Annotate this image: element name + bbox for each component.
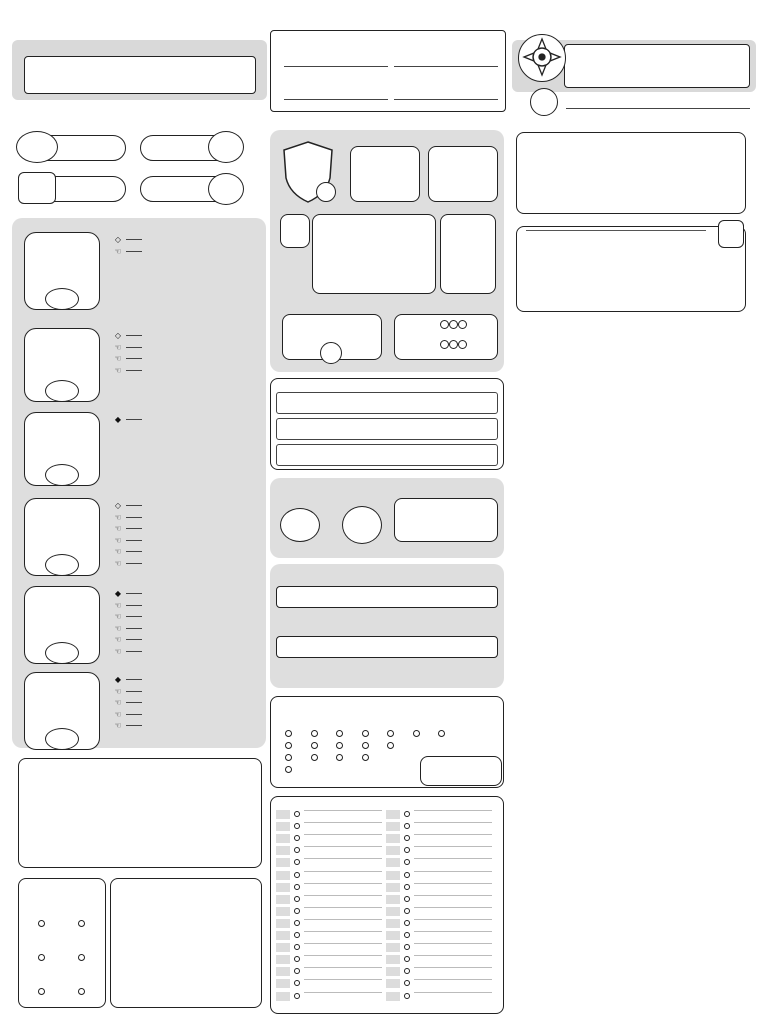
initiative-box xyxy=(350,146,420,202)
death-success-checks[interactable] xyxy=(440,320,467,329)
spell-name[interactable] xyxy=(414,883,492,884)
spell-level-cell xyxy=(386,967,400,976)
spell-level-cell xyxy=(276,834,290,843)
spell-level-cell xyxy=(386,895,400,904)
skill-value xyxy=(126,251,142,252)
ability-score[interactable] xyxy=(45,554,79,576)
spell-name[interactable] xyxy=(304,822,382,823)
proficiencies-box xyxy=(18,878,106,1008)
skill-value xyxy=(126,651,142,652)
proficiency-check[interactable] xyxy=(78,988,85,995)
spell-level-cell xyxy=(386,883,400,892)
skill-value xyxy=(126,691,142,692)
ability-score[interactable] xyxy=(45,380,79,402)
spell-prepared-check[interactable] xyxy=(294,920,300,926)
spell-level-cell xyxy=(276,858,290,867)
spell-name[interactable] xyxy=(304,992,382,993)
spell-prepared-check[interactable] xyxy=(294,872,300,878)
spell-name[interactable] xyxy=(414,810,492,811)
skill-value xyxy=(126,616,142,617)
skill-row[interactable] xyxy=(112,697,262,709)
skill-row[interactable] xyxy=(112,558,262,570)
feature-level-badge xyxy=(718,220,744,248)
ac-alt-value[interactable] xyxy=(316,182,336,202)
slot-check[interactable] xyxy=(285,766,292,773)
skill-hand-icon: ☜ xyxy=(114,558,122,568)
speed-box xyxy=(428,146,498,202)
spell-name[interactable] xyxy=(304,883,382,884)
fav-spell-1[interactable] xyxy=(276,586,498,608)
spell-name[interactable] xyxy=(414,943,492,944)
spell-prepared-check[interactable] xyxy=(294,811,300,817)
spell-name[interactable] xyxy=(414,931,492,932)
spell-level-cell xyxy=(386,943,400,952)
spell-name[interactable] xyxy=(414,871,492,872)
skill-value xyxy=(126,419,142,420)
skill-value xyxy=(126,605,142,606)
skill-hand-icon: ☜ xyxy=(114,635,122,645)
spell-level-cell xyxy=(276,979,290,988)
skill-hand-icon: ☜ xyxy=(114,246,122,256)
skill-value xyxy=(126,714,142,715)
slot-check[interactable] xyxy=(311,742,318,749)
slot-check[interactable] xyxy=(362,742,369,749)
spell-name[interactable] xyxy=(304,931,382,932)
spell-name[interactable] xyxy=(304,919,382,920)
save-diamond-icon: ◆ xyxy=(114,675,122,685)
slot-check[interactable] xyxy=(336,742,343,749)
spell-name[interactable] xyxy=(414,907,492,908)
spell-prepared-check[interactable] xyxy=(294,908,300,914)
hp-max-box xyxy=(280,214,310,248)
proficiency-check[interactable] xyxy=(78,920,85,927)
fav-spell-2[interactable] xyxy=(276,636,498,658)
slot-check[interactable] xyxy=(311,730,318,737)
skill-row[interactable] xyxy=(112,720,262,732)
spell-level-cell xyxy=(386,810,400,819)
spell-level-cell xyxy=(276,822,290,831)
fav-spells-panel xyxy=(270,564,504,688)
slot-check[interactable] xyxy=(336,754,343,761)
hp-temp-box xyxy=(440,214,496,294)
skill-row[interactable] xyxy=(112,535,262,547)
skill-value xyxy=(126,540,142,541)
skill-row[interactable] xyxy=(112,709,262,721)
ability-score[interactable] xyxy=(45,728,79,750)
alignment-line xyxy=(284,99,388,100)
skill-row[interactable] xyxy=(112,330,262,342)
skill-value xyxy=(126,528,142,529)
skill-row[interactable] xyxy=(112,674,262,686)
spell-prepared-check[interactable] xyxy=(404,884,410,890)
spell-name[interactable] xyxy=(414,955,492,956)
spell-level-cell xyxy=(276,846,290,855)
ability-score[interactable] xyxy=(45,642,79,664)
inspiration-box[interactable] xyxy=(18,172,56,204)
skill-value xyxy=(126,628,142,629)
save-diamond-icon: ◇ xyxy=(114,331,122,341)
slot-check[interactable] xyxy=(336,730,343,737)
slot-check[interactable] xyxy=(438,730,445,737)
skill-hand-icon: ☜ xyxy=(114,612,122,622)
slot-check[interactable] xyxy=(387,742,394,749)
skill-value xyxy=(126,370,142,371)
holy-symbol-icon xyxy=(518,34,566,82)
skill-value xyxy=(126,335,142,336)
skill-value xyxy=(126,347,142,348)
spell-name[interactable] xyxy=(304,846,382,847)
proficiency-check[interactable] xyxy=(38,954,45,961)
skill-value xyxy=(126,517,142,518)
spell-level-cell xyxy=(386,846,400,855)
spell-level-cell xyxy=(276,931,290,940)
spell-level-cell xyxy=(276,895,290,904)
spell-level-cell xyxy=(386,919,400,928)
spell-level-cell xyxy=(276,955,290,964)
spell-name[interactable] xyxy=(304,858,382,859)
feature-box xyxy=(516,226,746,312)
skill-value xyxy=(126,358,142,359)
skill-row[interactable] xyxy=(112,512,262,524)
skill-value xyxy=(126,639,142,640)
racial-traits-box xyxy=(18,758,262,868)
slot-check[interactable] xyxy=(413,730,420,737)
slot-check[interactable] xyxy=(285,730,292,737)
spell-name[interactable] xyxy=(414,834,492,835)
skill-row[interactable] xyxy=(112,500,262,512)
spell-name[interactable] xyxy=(414,967,492,968)
spell-name[interactable] xyxy=(414,992,492,993)
slot-check[interactable] xyxy=(285,742,292,749)
skill-row[interactable] xyxy=(112,246,262,258)
skill-row[interactable] xyxy=(112,342,262,354)
ability-score[interactable] xyxy=(45,288,79,310)
spell-level-cell xyxy=(276,967,290,976)
background-line xyxy=(394,66,498,67)
spell-name[interactable] xyxy=(304,907,382,908)
insight-value[interactable] xyxy=(208,173,244,205)
feature-title xyxy=(526,229,706,231)
spell-prepared-check[interactable] xyxy=(404,993,410,999)
spell-name[interactable] xyxy=(414,822,492,823)
domain-spells-box xyxy=(516,132,746,214)
spell-name[interactable] xyxy=(304,895,382,896)
spell-level-cell xyxy=(386,992,400,1001)
spell-name[interactable] xyxy=(414,919,492,920)
spell-level-cell xyxy=(276,871,290,880)
spell-level-cell xyxy=(386,907,400,916)
skill-row[interactable] xyxy=(112,623,262,635)
skill-value xyxy=(126,593,142,594)
skill-row[interactable] xyxy=(112,611,262,623)
spell-level-cell xyxy=(386,834,400,843)
skill-row[interactable] xyxy=(112,414,262,426)
skill-value xyxy=(126,725,142,726)
spell-level-cell xyxy=(276,810,290,819)
skill-hand-icon: ☜ xyxy=(114,547,122,557)
skill-value xyxy=(126,551,142,552)
level-circle[interactable] xyxy=(530,88,558,116)
save-diamond-icon: ◆ xyxy=(114,415,122,425)
spell-dc-value[interactable] xyxy=(342,506,382,544)
spell-name[interactable] xyxy=(304,871,382,872)
spell-prepared-check[interactable] xyxy=(404,811,410,817)
domain-line xyxy=(566,108,750,109)
spell-name[interactable] xyxy=(304,967,382,968)
race-line xyxy=(284,66,388,67)
skill-hand-icon: ☜ xyxy=(114,600,122,610)
spell-name[interactable] xyxy=(414,979,492,980)
spell-name[interactable] xyxy=(414,846,492,847)
skill-hand-icon: ☜ xyxy=(114,646,122,656)
spell-name[interactable] xyxy=(304,810,382,811)
spell-level-cell xyxy=(386,955,400,964)
slot-check[interactable] xyxy=(362,730,369,737)
skill-row[interactable] xyxy=(112,353,262,365)
spell-level-cell xyxy=(276,919,290,928)
skill-hand-icon: ☜ xyxy=(114,535,122,545)
attack-row[interactable] xyxy=(276,418,498,440)
known-count-box xyxy=(420,756,502,786)
xp-line xyxy=(394,99,498,100)
spell-attack-value[interactable] xyxy=(280,508,320,542)
ability-score[interactable] xyxy=(45,464,79,486)
spell-prepared-check[interactable] xyxy=(294,896,300,902)
spell-level-cell xyxy=(276,883,290,892)
spell-prepared-check[interactable] xyxy=(404,908,410,914)
skill-hand-icon: ☜ xyxy=(114,698,122,708)
slot-check[interactable] xyxy=(362,754,369,761)
skill-row[interactable] xyxy=(112,365,262,377)
slot-check[interactable] xyxy=(387,730,394,737)
spell-level-cell xyxy=(386,931,400,940)
spell-level-cell xyxy=(386,822,400,831)
skill-row[interactable] xyxy=(112,588,262,600)
skill-hand-icon: ☜ xyxy=(114,623,122,633)
skill-value xyxy=(126,505,142,506)
skill-hand-icon: ☜ xyxy=(114,342,122,352)
death-fail-checks[interactable] xyxy=(440,340,467,349)
attack-row[interactable] xyxy=(276,392,498,414)
save-diamond-icon: ◇ xyxy=(114,501,122,511)
spell-level-cell xyxy=(276,907,290,916)
skill-hand-icon: ☜ xyxy=(114,709,122,719)
hp-current-box xyxy=(312,214,436,294)
spell-prepared-check[interactable] xyxy=(294,932,300,938)
spell-name[interactable] xyxy=(414,895,492,896)
skill-value xyxy=(126,239,142,240)
proficiency-check[interactable] xyxy=(78,954,85,961)
spell-prepared-check[interactable] xyxy=(404,932,410,938)
skill-row[interactable] xyxy=(112,546,262,558)
spell-prepared-check[interactable] xyxy=(404,920,410,926)
spell-level-cell xyxy=(386,979,400,988)
spell-name[interactable] xyxy=(304,979,382,980)
channel-box xyxy=(394,498,498,542)
skill-row[interactable] xyxy=(112,234,262,246)
class-scroll xyxy=(564,44,750,88)
skill-row[interactable] xyxy=(112,600,262,612)
perception-value[interactable] xyxy=(208,131,244,163)
spell-level-cell xyxy=(386,871,400,880)
spell-prepared-check[interactable] xyxy=(404,872,410,878)
skill-hand-icon: ☜ xyxy=(114,721,122,731)
proficiency-value[interactable] xyxy=(16,131,58,163)
skill-hand-icon: ☜ xyxy=(114,365,122,375)
skill-hand-icon: ☜ xyxy=(114,354,122,364)
skill-hand-icon: ☜ xyxy=(114,512,122,522)
attack-row[interactable] xyxy=(276,444,498,466)
proficiency-check[interactable] xyxy=(38,988,45,995)
skill-hand-icon: ☜ xyxy=(114,686,122,696)
skill-value xyxy=(126,702,142,703)
hit-dice-die[interactable] xyxy=(320,342,342,364)
skill-value xyxy=(126,679,142,680)
spell-name[interactable] xyxy=(414,858,492,859)
save-diamond-icon: ◆ xyxy=(114,589,122,599)
skill-row[interactable] xyxy=(112,646,262,658)
spell-name[interactable] xyxy=(304,943,382,944)
spell-level-cell xyxy=(276,943,290,952)
skill-row[interactable] xyxy=(112,686,262,698)
spell-name[interactable] xyxy=(304,834,382,835)
save-diamond-icon: ◇ xyxy=(114,235,122,245)
spell-level-cell xyxy=(276,992,290,1001)
slot-check[interactable] xyxy=(285,754,292,761)
spell-level-cell xyxy=(386,858,400,867)
skill-row[interactable] xyxy=(112,523,262,535)
slot-check[interactable] xyxy=(311,754,318,761)
skill-value xyxy=(126,563,142,564)
spell-prepared-check[interactable] xyxy=(294,993,300,999)
proficiency-check[interactable] xyxy=(38,920,45,927)
skill-row[interactable] xyxy=(112,634,262,646)
spell-prepared-check[interactable] xyxy=(404,896,410,902)
spell-prepared-check[interactable] xyxy=(294,884,300,890)
languages-box xyxy=(110,878,262,1008)
skill-hand-icon: ☜ xyxy=(114,524,122,534)
spell-name[interactable] xyxy=(304,955,382,956)
name-scroll xyxy=(24,56,256,94)
